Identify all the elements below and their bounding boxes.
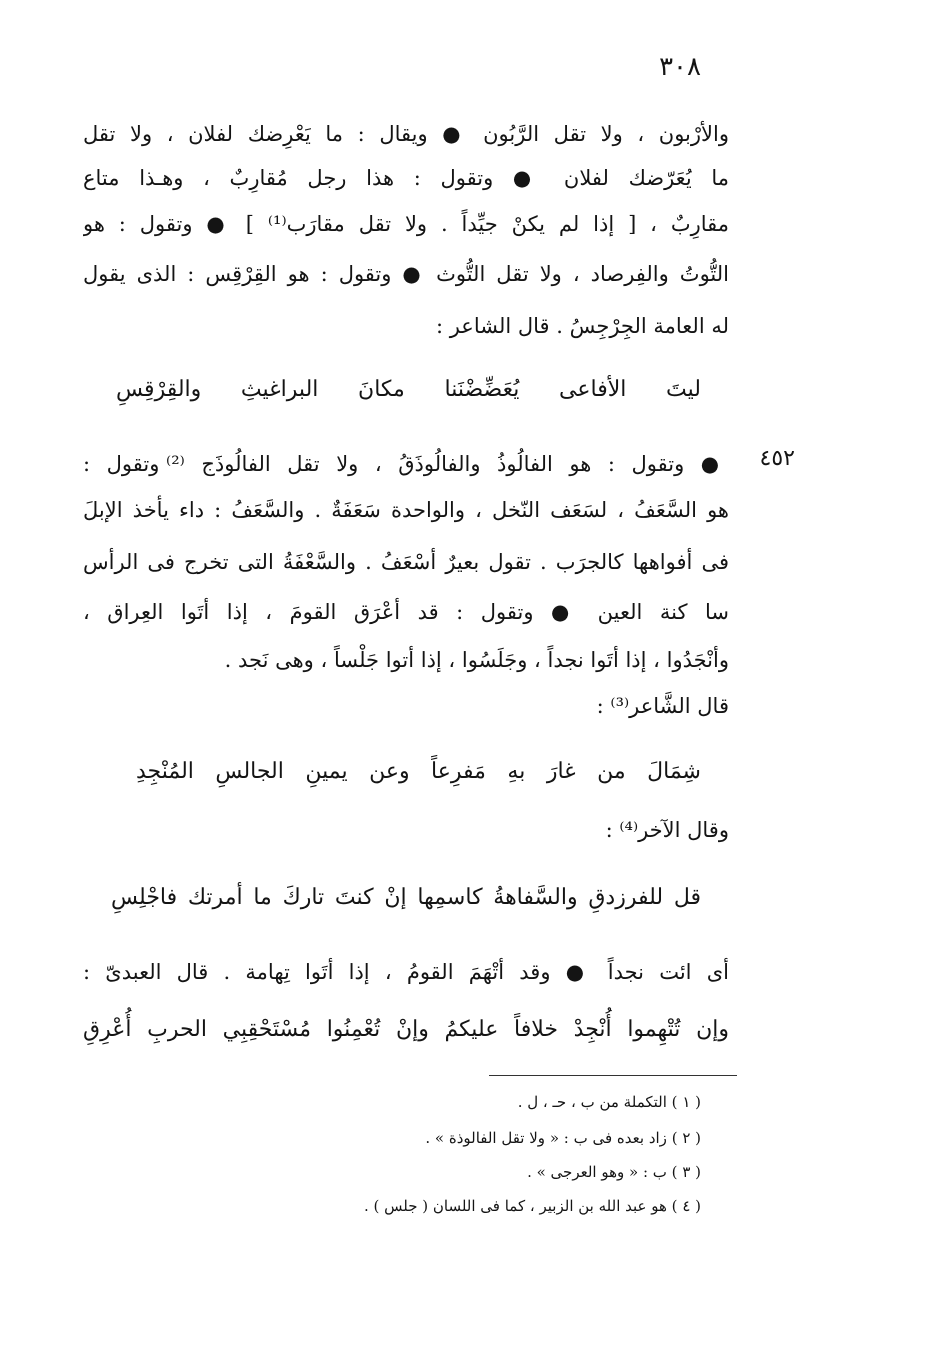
- footnote-2: ( ٢ ) زاد بعده فى ب : « ولا تقل الفالوذة » .: [425, 1129, 701, 1147]
- entry-line-5: وأنْجَدُوا ، إذا أتَوا نجداً ، وجَلَسُوا ، إذا أتوا جَلْساً ، وهى نَجد .: [224, 648, 729, 672]
- footnote-4: ( ٤ ) هو عبد الله بن الزبير ، كما فى اللسان ( جلس ) .: [363, 1197, 701, 1215]
- entry-line-3: فى أفواهها كالجرَب . تقول بعيرٌ أسْعَفُ . والسَّعْفَةُ التى تخرج فى الرأس: [83, 550, 729, 574]
- line-akhar: وقال الآخر⁽⁴⁾ :: [605, 818, 729, 842]
- entry-line-4: سا كنة العين ● وتقول : قد أعْرَق القومَ ، إذا أتَوا العِراق ،: [83, 600, 729, 624]
- entry-line-6: قال الشَّاعر⁽³⁾ :: [596, 694, 729, 718]
- page-number: ٣٠٨: [659, 52, 701, 82]
- entry-line-2: هو السَّعَفُ ، لسَعَف النّخل ، والواحدة سَعَفَةٌ . والسَّعَفُ : داء يأخذ الإبلَ: [83, 498, 729, 522]
- entry-line-1: ● وتقول : هو الفالُوذُ والفالُوذَقُ ، ولا تقل الفالُوذَج ⁽²⁾ وتقول :: [83, 452, 729, 476]
- text-line-4: التُّوتُ والفِرصاد ، ولا تقل التُّوث ● وتقول : هو القِرْقِس : الذى يقول: [83, 262, 729, 286]
- verse-3: قل للفرزدقِ والسَّفاهةُ كاسمِها إنْ كنتَ تاركَ ما أمرتك فاجْلِسِ: [111, 885, 701, 910]
- entry-number: ٤٥٢: [759, 446, 795, 471]
- verse-4: وإن تُتْهِموا أُنْجِدْ خلافاً عليكمُ وإنْ تُعْمِنُوا مُسْتَحْقِبِي الحربِ أُعْرِقِ: [83, 1017, 729, 1042]
- line-najd: أى ائت نجداً ● وقد أتْهَمَ القومُ ، إذا أتَوا تِهامة . قال العبدىّ :: [83, 960, 729, 984]
- verse-1: ليتَ الأفاعى يُعَضِّضْنَنا مكانَ البراغيثِ والقِرْقِسِ: [116, 377, 701, 402]
- text-line-2: ما يُعَرّضك لفلان ● وتقول : هذا رجل مُقارِبٌ ، وهـذا متاع: [83, 166, 729, 190]
- text-line-1: والأرْبون ، ولا تقل الرَّبُون ● ويقال : ما يَعْرِضك لفلان ، ولا تقل: [83, 122, 729, 146]
- footnote-3: ( ٣ ) ب : « وهو العرجى » .: [527, 1163, 701, 1181]
- verse-2: شِمَالَ من غارَ بهِ مَفرِعاً وعن يمينِ الجالسِ المُنْجِدِ: [136, 759, 701, 784]
- text-line-3: مقارِبٌ ، [ إذا لم يكنْ جيِّداً . ولا تقل مقارَب⁽¹⁾ ] ● وتقول : هو: [83, 212, 729, 236]
- footnote-1: ( ١ ) التكملة من ب ، حـ ، ل .: [517, 1093, 701, 1111]
- footnote-separator: [489, 1075, 737, 1076]
- text-line-5: له العامة الجِرْجِسُ . قال الشاعر :: [435, 314, 729, 338]
